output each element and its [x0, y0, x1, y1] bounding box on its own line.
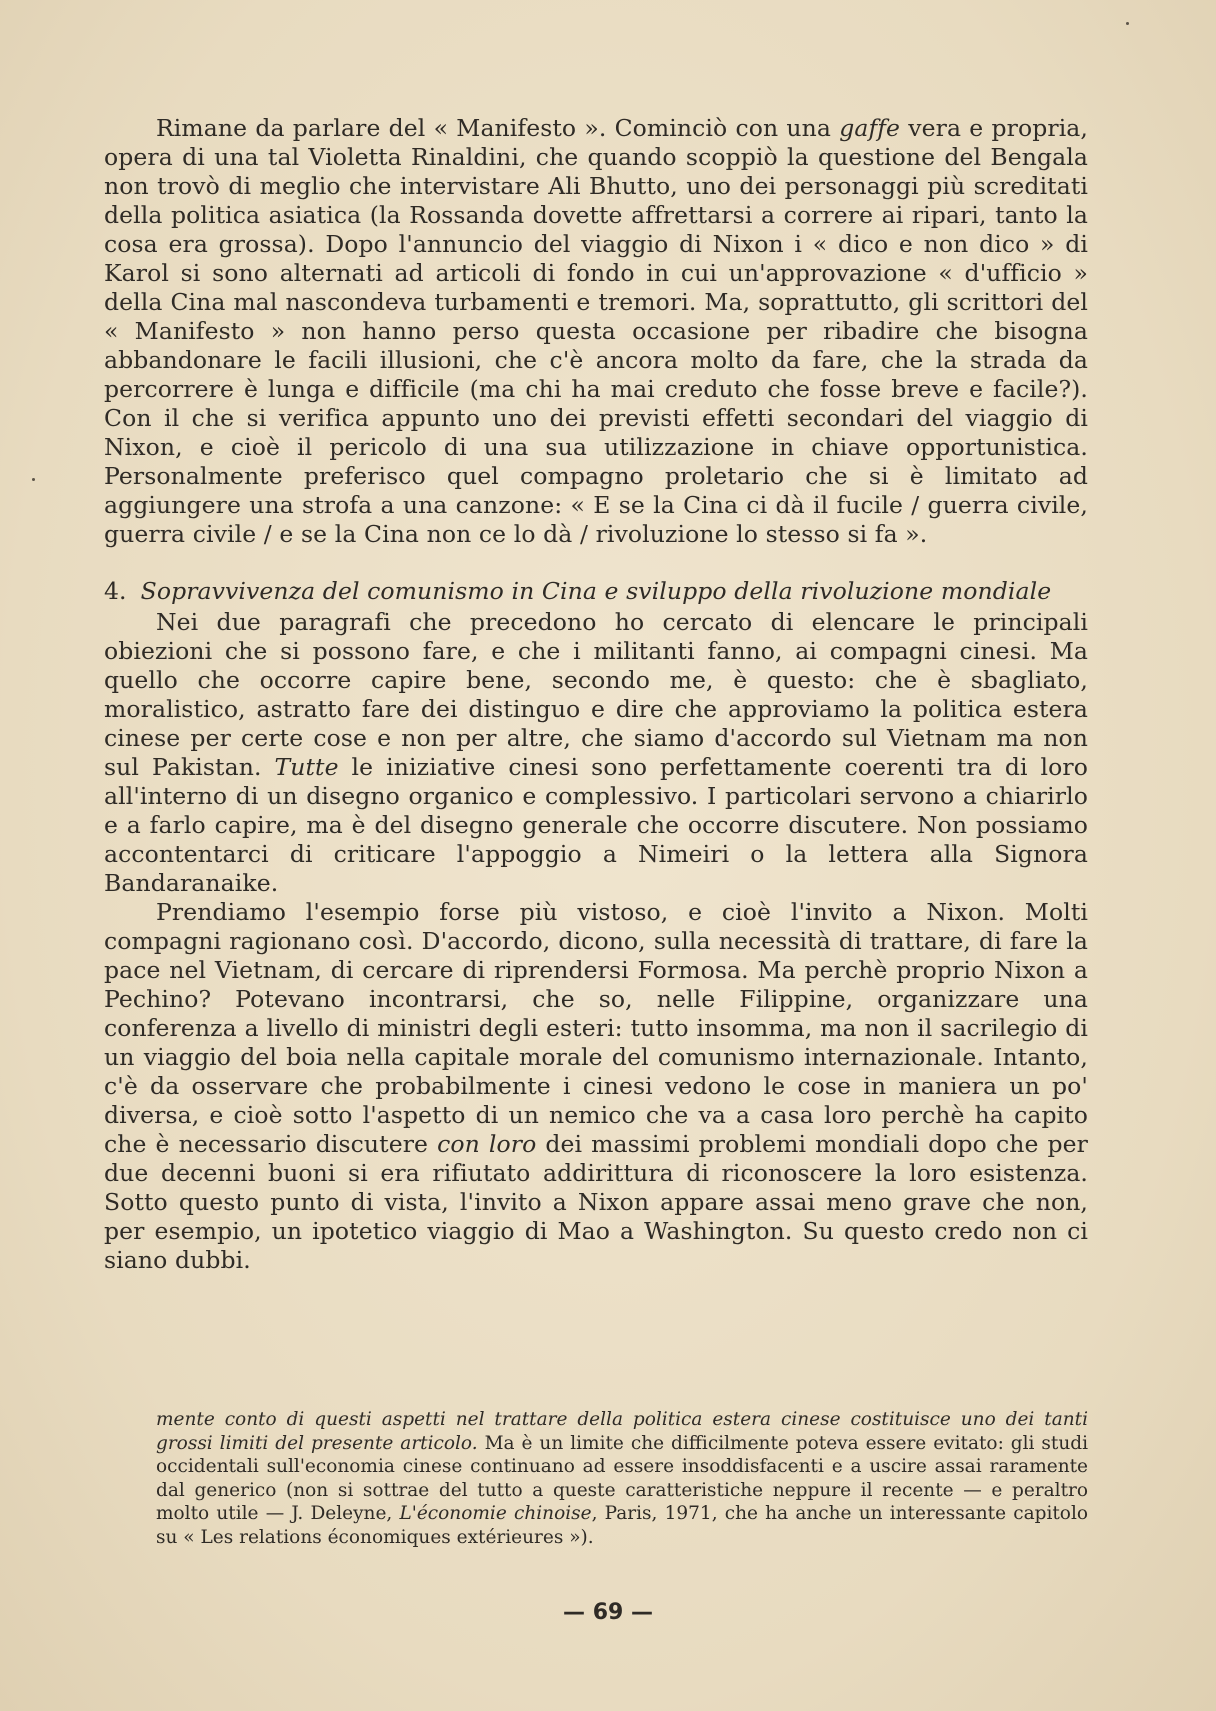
paragraph-nixon: Prendiamo l'esempio forse più vistoso, e cioè l'invito a Nixon. Molti compagni ragionano così. D'accordo, dicono, sulla necessità di trattare, di fare la pace nel Vietnam, di cercare di riprendersi Formosa. Ma perchè proprio Nixon a Pechino? Potevano incontrarsi, che so, nelle Filippine, organizzare una conferenza a livello di ministri degli esteri: tutto insomma, ma non il sacrilegio di un viaggio del boia nella capitale morale del comunismo internazionale. Intanto, c'è da osservare che probabilmente i cinesi vedono le cose in maniera un po' diversa, e cioè sotto l'aspetto di un nemico che va a casa loro perchè ha capito che è necessario discutere con loro dei massimi problemi mondiali dopo che per due decenni buoni si era rifiutato addirittura di riconoscere la loro esistenza. Sotto questo punto di vista, l'invito a Nixon appare assai meno grave che non, per esempio, un ipotetico viaggio di Mao a Washington. Su questo credo non ci siano dubbi.: [104, 898, 1088, 1274]
emphasis-tutte: Tutte: [274, 753, 339, 781]
footnote-text: mente conto di questi aspetti nel trattare della politica estera cinese costituisce uno dei tanti grossi limiti del presente articolo. Ma è un limite che difficilmente poteva essere evitato: gli studi occidentali sull'economia cinese continuano ad essere insoddisfacenti e a uscire assai raramente dal generico (non si sottrae del tutto a queste caratteristiche neppure il recente — e peraltro molto utile — J. Deleyne, L'économie chinoise, Paris, 1971, che ha anche un interessante capitolo su « Les relations économiques extérieures »).: [156, 1409, 1089, 1548]
section-number: 4.: [104, 577, 127, 605]
page-number: — 69 —: [563, 1600, 653, 1625]
paragraph-obiezioni: Nei due paragrafi che precedono ho cercato di elencare le principali obiezioni che si possono fare, e che i militanti fanno, ai compagni cinesi. Ma quello che occorre capire bene, secondo me, è questo: che è sbagliato, moralistico, astratto fare dei distinguo e dire che approviamo la politica estera cinese per certe cose e non per altre, che siamo d'accordo sul Vietnam ma non sul Pakistan. Tutte le iniziative cinesi sono perfettamente coerenti tra di loro all'interno di un disegno organico e complessivo. I particolari servono a chiarirlo e a farlo capire, ma è del disegno generale che occorre discutere. Non possiamo accontentarci di criticare l'appoggio a Nimeiri o la lettera alla Signora Bandaranaike.: [104, 608, 1088, 897]
scan-speck: [32, 478, 35, 481]
section-title: Sopravvivenza del comunismo in Cina e sviluppo della rivoluzione mondiale: [140, 577, 1052, 605]
footnote: [104, 1408, 1088, 1549]
emphasis-gaffe: gaffe: [839, 114, 901, 142]
scan-speck: [1126, 22, 1129, 25]
body-text: [104, 114, 1088, 1275]
emphasis-con-loro: con loro: [437, 1130, 537, 1158]
paragraph-manifesto: Rimane da parlare del « Manifesto ». Cominciò con una gaffe vera e propria, opera di una tal Violetta Rinaldini, che quando scoppiò la questione del Bengala non trovò di meglio che intervistare Ali Bhutto, uno dei personaggi più screditati della politica asiatica (la Rossanda dovette affrettarsi a correre ai ripari, tanto la cosa era grossa). Dopo l'annuncio del viaggio di Nixon i « dico e non dico » di Karol si sono alternati ad articoli di fondo in cui un'approvazione « d'ufficio » della Cina mal nascondeva turbamenti e tremori. Ma, soprattutto, gli scrittori del « Manifesto » non hanno perso questa occasione per ribadire che bisogna abbandonare le facili illusioni, che c'è ancora molto da fare, che la strada da percorrere è lunga e difficile (ma chi ha mai creduto che fosse breve e facile?). Con il che si verifica appunto uno dei previsti effetti secondari del viaggio di Nixon, e cioè il pericolo di una sua utilizzazione in chiave opportunistica. Personalmente preferisco quel compagno proletario che si è limitato ad aggiungere una strofa a una canzone: « E se la Cina ci dà il fucile / guerra civile, guerra civile / e se la Cina non ce lo dà / rivoluzione lo stesso si fa ».: [104, 114, 1088, 548]
section-heading: [104, 577, 1088, 606]
citation-title: L'économie chinoise: [399, 1503, 592, 1524]
